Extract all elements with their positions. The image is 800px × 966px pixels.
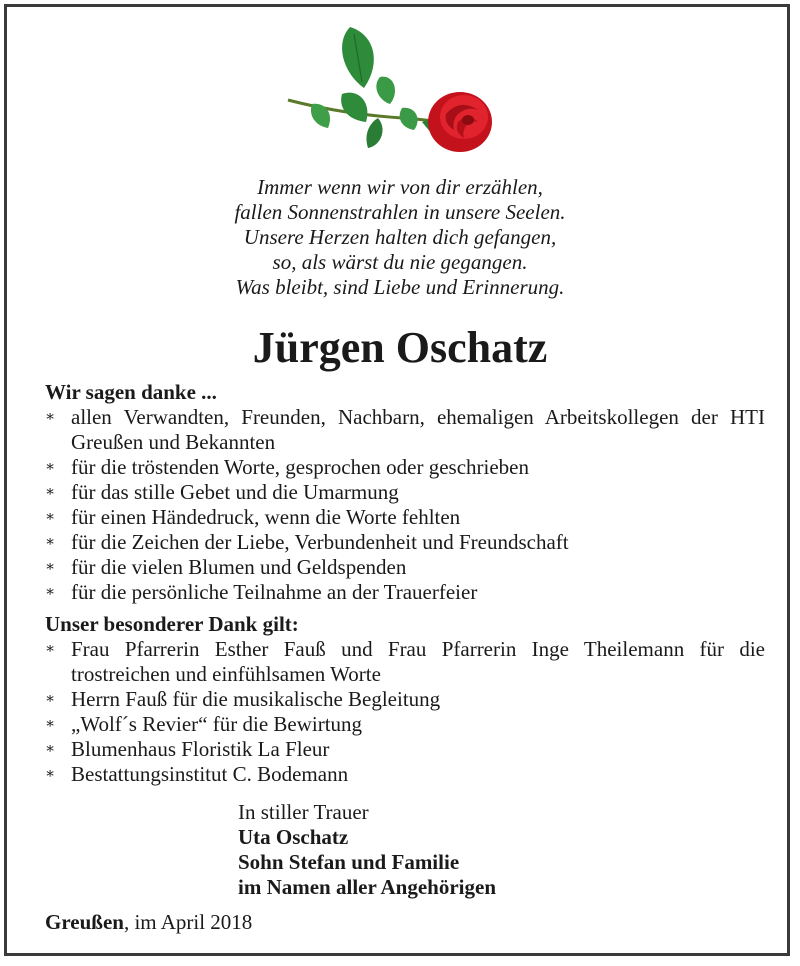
thanks-list xyxy=(45,405,765,605)
poem-line: fallen Sonnenstrahlen in unsere Seelen. xyxy=(234,200,566,224)
poem-line: Unsere Herzen halten dich gefangen, xyxy=(243,225,557,249)
special-thanks-section xyxy=(45,612,765,787)
list-item: ∗ für einen Händedruck, wenn die Worte fehlten xyxy=(45,505,461,529)
list-item: ∗ für das stille Gebet und die Umarmung xyxy=(45,480,399,504)
poem-line: Immer wenn wir von dir erzählen, xyxy=(257,175,543,199)
poem-line: Was bleibt, sind Liebe und Erinnerung. xyxy=(235,275,565,299)
list-item: ∗ Herrn Fauß für die musikalische Begleitung xyxy=(45,687,441,711)
signature-block xyxy=(238,800,496,900)
thanks-section xyxy=(45,380,765,605)
list-item: ∗ „Wolf´s Revier“ für die Bewirtung xyxy=(45,712,363,736)
signature-line: im Namen aller Angehörigen xyxy=(238,875,497,899)
list-item: ∗ für die persönliche Teilnahme an der Trauerfeier xyxy=(45,580,478,604)
list-item: ∗ Frau Pfarrerin Esther Fauß und Frau Pfarrerin Inge Theilemann für die trostreichen und einfühlsamen Worte xyxy=(45,637,765,686)
place-date-text: , im April 2018 xyxy=(123,910,253,934)
bullet-icon: ∗ xyxy=(45,766,56,782)
bullet-icon: ∗ xyxy=(45,484,56,500)
place-date xyxy=(45,910,252,935)
list-item: ∗ für die vielen Blumen und Geldspenden xyxy=(45,555,407,579)
special-thanks-heading: Unser besonderer Dank gilt: xyxy=(45,612,299,636)
bullet-icon: ∗ xyxy=(45,584,56,600)
poem-line: so, als wärst du nie gegangen. xyxy=(272,250,528,274)
list-item: ∗ Bestattungsinstitut C. Bodemann xyxy=(45,762,349,786)
list-item: ∗ für die Zeichen der Liebe, Verbundenheit und Freundschaft xyxy=(45,530,569,554)
bullet-icon: ∗ xyxy=(45,509,56,525)
special-thanks-list xyxy=(45,637,765,787)
list-item: ∗ Blumenhaus Floristik La Fleur xyxy=(45,737,330,761)
bullet-icon: ∗ xyxy=(45,691,56,707)
deceased-name: Jürgen Oschatz xyxy=(252,323,548,372)
signature-line: Sohn Stefan und Familie xyxy=(238,850,460,874)
bullet-icon: ∗ xyxy=(45,534,56,550)
bullet-icon: ∗ xyxy=(45,741,56,757)
list-item: ∗ für die tröstenden Worte, gesprochen oder geschrieben xyxy=(45,455,530,479)
bullet-icon: ∗ xyxy=(45,459,56,475)
red-rose-icon xyxy=(282,22,497,162)
bullet-icon: ∗ xyxy=(45,409,56,425)
bullet-icon: ∗ xyxy=(45,716,56,732)
bullet-icon: ∗ xyxy=(45,559,56,575)
memorial-poem xyxy=(0,175,800,300)
signature-line: Uta Oschatz xyxy=(238,825,349,849)
place-town: Greußen xyxy=(45,910,124,934)
bullet-icon: ∗ xyxy=(45,641,56,657)
signature-intro: In stiller Trauer xyxy=(238,800,369,824)
list-item: ∗ allen Verwandten, Freunden, Nachbarn, ehemaligen Arbeitskollegen der HTI Greußen und Bekannten xyxy=(45,405,765,454)
thanks-heading: Wir sagen danke ... xyxy=(45,380,217,404)
